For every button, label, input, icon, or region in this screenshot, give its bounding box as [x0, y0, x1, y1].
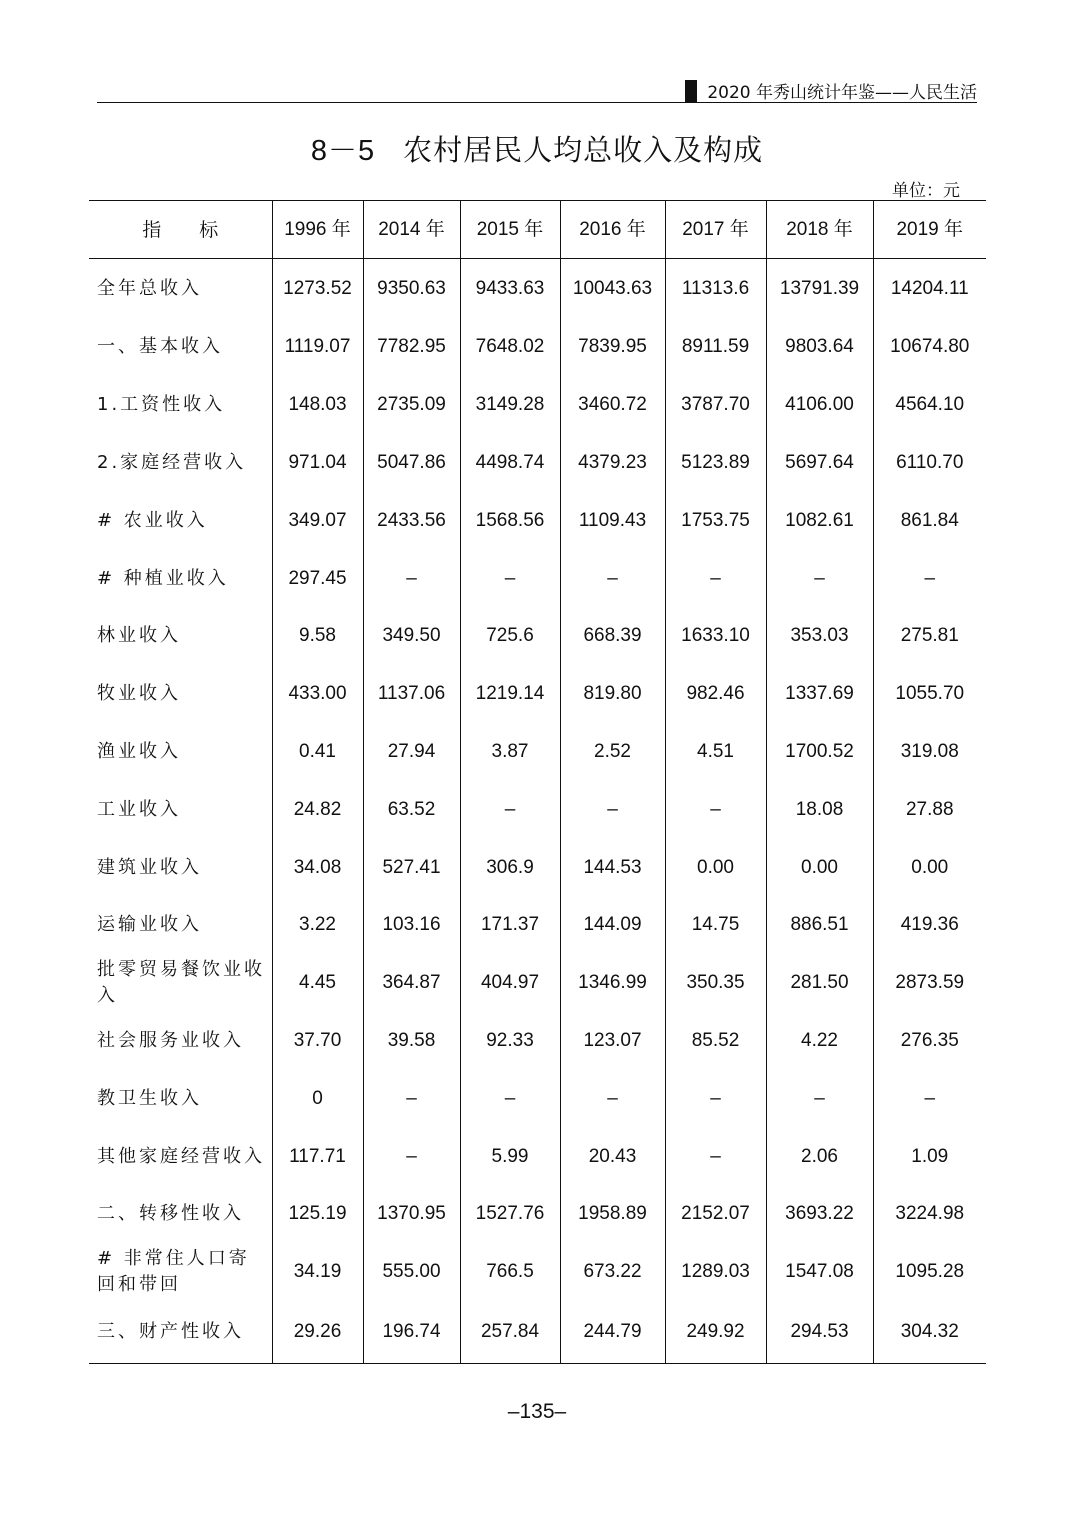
row-label: 1.工资性收入 — [97, 394, 226, 416]
value-cell: 276.35 — [873, 1012, 986, 1070]
header-row — [89, 201, 986, 259]
value-cell: 144.53 — [560, 839, 665, 897]
value-cell: 1109.43 — [560, 492, 665, 550]
page-number: –135– — [507, 1400, 567, 1423]
row-label: 牧业收入 — [97, 683, 181, 705]
value-cell: – — [560, 550, 665, 608]
value-cell: 6110.70 — [873, 434, 986, 492]
value-cell: 1119.07 — [272, 319, 363, 377]
table-row — [89, 434, 986, 492]
value-cell: 14.75 — [665, 896, 766, 954]
table-row — [89, 1301, 986, 1363]
value-cell: 668.39 — [560, 607, 665, 665]
value-cell: 3149.28 — [460, 376, 560, 434]
running-head-text: 2020 年秀山统计年鉴——人民生活 — [707, 83, 977, 103]
table-row — [89, 723, 986, 781]
value-cell: – — [363, 550, 460, 608]
value-cell: 294.53 — [766, 1301, 873, 1363]
value-cell: 1137.06 — [363, 665, 460, 723]
value-cell: 4.45 — [272, 954, 363, 1012]
value-cell: 349.07 — [272, 492, 363, 550]
value-cell: 4106.00 — [766, 376, 873, 434]
value-cell: – — [560, 781, 665, 839]
value-cell: 125.19 — [272, 1185, 363, 1243]
row-label: 社会服务业收入 — [97, 1029, 244, 1051]
value-cell: 257.84 — [460, 1301, 560, 1363]
value-cell: 350.35 — [665, 954, 766, 1012]
value-cell: 861.84 — [873, 492, 986, 550]
value-cell: 319.08 — [873, 723, 986, 781]
row-label: 教卫生收入 — [97, 1087, 202, 1109]
value-cell: 171.37 — [460, 896, 560, 954]
value-cell: 34.08 — [272, 839, 363, 897]
column-header-1996: 1996 年 — [272, 201, 363, 259]
value-cell: 275.81 — [873, 607, 986, 665]
column-header-2016: 2016 年 — [560, 201, 665, 259]
value-cell: 148.03 — [272, 376, 363, 434]
value-cell: 27.94 — [363, 723, 460, 781]
value-cell: 27.88 — [873, 781, 986, 839]
column-header-2014: 2014 年 — [363, 201, 460, 259]
value-cell: 527.41 — [363, 839, 460, 897]
value-cell: – — [560, 1070, 665, 1128]
value-cell: 9803.64 — [766, 319, 873, 377]
value-cell: 2152.07 — [665, 1185, 766, 1243]
value-cell: 144.09 — [560, 896, 665, 954]
value-cell: 85.52 — [665, 1012, 766, 1070]
value-cell: 304.32 — [873, 1301, 986, 1363]
value-cell: – — [873, 1070, 986, 1128]
running-head — [685, 78, 977, 103]
value-cell: 11313.6 — [665, 259, 766, 319]
column-header-2019: 2019 年 — [873, 201, 986, 259]
value-cell: 29.26 — [272, 1301, 363, 1363]
value-cell: 1568.56 — [460, 492, 560, 550]
value-cell: 18.08 — [766, 781, 873, 839]
value-cell: 433.00 — [272, 665, 363, 723]
value-cell: 886.51 — [766, 896, 873, 954]
value-cell: 3460.72 — [560, 376, 665, 434]
column-header-indicator: 指 标 — [89, 201, 272, 259]
value-cell: 2873.59 — [873, 954, 986, 1012]
value-cell: 0.00 — [766, 839, 873, 897]
row-label: 运输业收入 — [97, 914, 202, 936]
row-label: 渔业收入 — [97, 740, 181, 762]
value-cell: 37.70 — [272, 1012, 363, 1070]
value-cell: 39.58 — [363, 1012, 460, 1070]
value-cell: – — [363, 1070, 460, 1128]
value-cell: – — [363, 1128, 460, 1186]
value-cell: 766.5 — [460, 1243, 560, 1301]
value-cell: 982.46 — [665, 665, 766, 723]
value-cell: 364.87 — [363, 954, 460, 1012]
value-cell: 123.07 — [560, 1012, 665, 1070]
value-cell: 1273.52 — [272, 259, 363, 319]
value-cell: 3787.70 — [665, 376, 766, 434]
value-cell: 10043.63 — [560, 259, 665, 319]
row-label: 批零贸易餐饮业收入 — [97, 959, 265, 1007]
value-cell: 2433.56 — [363, 492, 460, 550]
value-cell: 2735.09 — [363, 376, 460, 434]
table-row — [89, 550, 986, 608]
value-cell: – — [665, 550, 766, 608]
value-cell: – — [665, 1128, 766, 1186]
value-cell: 7648.02 — [460, 319, 560, 377]
value-cell: 7839.95 — [560, 319, 665, 377]
value-cell: 0.00 — [665, 839, 766, 897]
value-cell: 349.50 — [363, 607, 460, 665]
value-cell: 4.22 — [766, 1012, 873, 1070]
value-cell: – — [665, 1070, 766, 1128]
value-cell: 13791.39 — [766, 259, 873, 319]
value-cell: 24.82 — [272, 781, 363, 839]
value-cell: 20.43 — [560, 1128, 665, 1186]
value-cell: 1095.28 — [873, 1243, 986, 1301]
value-cell: 92.33 — [460, 1012, 560, 1070]
value-cell: 281.50 — [766, 954, 873, 1012]
value-cell: – — [766, 1070, 873, 1128]
value-cell: 9.58 — [272, 607, 363, 665]
value-cell: 1219.14 — [460, 665, 560, 723]
column-header-2018: 2018 年 — [766, 201, 873, 259]
value-cell: 14204.11 — [873, 259, 986, 319]
value-cell: 673.22 — [560, 1243, 665, 1301]
value-cell: 1958.89 — [560, 1185, 665, 1243]
value-cell: 5047.86 — [363, 434, 460, 492]
table-title: 农村居民人均总收入及构成 — [403, 133, 764, 167]
value-cell: – — [766, 550, 873, 608]
value-cell: 1082.61 — [766, 492, 873, 550]
value-cell: 1700.52 — [766, 723, 873, 781]
value-cell: 3693.22 — [766, 1185, 873, 1243]
row-label: # 种植业收入 — [97, 567, 229, 589]
value-cell: 1.09 — [873, 1128, 986, 1186]
table-row — [89, 376, 986, 434]
value-cell: 353.03 — [766, 607, 873, 665]
value-cell: 8911.59 — [665, 319, 766, 377]
value-cell: 1055.70 — [873, 665, 986, 723]
unit-note: 单位：元 — [892, 181, 960, 201]
value-cell: 34.19 — [272, 1243, 363, 1301]
value-cell: 3.87 — [460, 723, 560, 781]
table-row — [89, 1012, 986, 1070]
value-cell: 1633.10 — [665, 607, 766, 665]
row-label: 林业收入 — [97, 625, 181, 647]
value-cell: 1753.75 — [665, 492, 766, 550]
value-cell: 419.36 — [873, 896, 986, 954]
value-cell: – — [460, 781, 560, 839]
table-row — [89, 781, 986, 839]
row-label: 一、基本收入 — [97, 336, 223, 358]
value-cell: 819.80 — [560, 665, 665, 723]
row-label: # 农业收入 — [97, 509, 208, 531]
row-label: 工业收入 — [97, 798, 181, 820]
value-cell: 1370.95 — [363, 1185, 460, 1243]
table-number: 8－5 — [310, 135, 376, 167]
value-cell: 103.16 — [363, 896, 460, 954]
value-cell: 7782.95 — [363, 319, 460, 377]
value-cell: 9433.63 — [460, 259, 560, 319]
income-table — [89, 200, 986, 1364]
value-cell: 3224.98 — [873, 1185, 986, 1243]
value-cell: 1547.08 — [766, 1243, 873, 1301]
value-cell: 0.41 — [272, 723, 363, 781]
row-label: # 非常住人口寄回和带回 — [97, 1248, 250, 1296]
column-header-2015: 2015 年 — [460, 201, 560, 259]
value-cell: 4.51 — [665, 723, 766, 781]
value-cell: 2.06 — [766, 1128, 873, 1186]
page-title — [0, 128, 1074, 169]
table-row — [89, 1243, 986, 1301]
value-cell: 404.97 — [460, 954, 560, 1012]
value-cell: 725.6 — [460, 607, 560, 665]
value-cell: 10674.80 — [873, 319, 986, 377]
value-cell: 3.22 — [272, 896, 363, 954]
value-cell: 0.00 — [873, 839, 986, 897]
value-cell: 5123.89 — [665, 434, 766, 492]
value-cell: 1337.69 — [766, 665, 873, 723]
value-cell: – — [460, 1070, 560, 1128]
table-row — [89, 607, 986, 665]
row-label: 二、转移性收入 — [97, 1203, 244, 1225]
table-row — [89, 259, 986, 319]
value-cell: 306.9 — [460, 839, 560, 897]
value-cell: 555.00 — [363, 1243, 460, 1301]
header-rule — [97, 102, 977, 103]
value-cell: 297.45 — [272, 550, 363, 608]
column-header-2017: 2017 年 — [665, 201, 766, 259]
value-cell: 4498.74 — [460, 434, 560, 492]
value-cell: 244.79 — [560, 1301, 665, 1363]
table-row — [89, 896, 986, 954]
value-cell: 4379.23 — [560, 434, 665, 492]
value-cell: 63.52 — [363, 781, 460, 839]
value-cell: 9350.63 — [363, 259, 460, 319]
table-row — [89, 665, 986, 723]
value-cell: 5.99 — [460, 1128, 560, 1186]
table-row — [89, 1128, 986, 1186]
value-cell: – — [665, 781, 766, 839]
table-row — [89, 1070, 986, 1128]
value-cell: 196.74 — [363, 1301, 460, 1363]
table-row — [89, 492, 986, 550]
value-cell: 1346.99 — [560, 954, 665, 1012]
table-row — [89, 319, 986, 377]
row-label: 全年总收入 — [97, 277, 202, 299]
row-label: 其他家庭经营收入 — [97, 1145, 265, 1167]
row-label: 建筑业收入 — [97, 856, 202, 878]
running-head-marker — [685, 80, 697, 102]
value-cell: 5697.64 — [766, 434, 873, 492]
table-row — [89, 839, 986, 897]
value-cell: 0 — [272, 1070, 363, 1128]
value-cell: – — [873, 550, 986, 608]
value-cell: 4564.10 — [873, 376, 986, 434]
value-cell: 1527.76 — [460, 1185, 560, 1243]
value-cell: 1289.03 — [665, 1243, 766, 1301]
value-cell: 2.52 — [560, 723, 665, 781]
value-cell: – — [460, 550, 560, 608]
row-label: 三、财产性收入 — [97, 1320, 244, 1342]
table-row — [89, 954, 986, 1012]
value-cell: 117.71 — [272, 1128, 363, 1186]
value-cell: 971.04 — [272, 434, 363, 492]
row-label: 2.家庭经营收入 — [97, 451, 247, 473]
table-row — [89, 1185, 986, 1243]
value-cell: 249.92 — [665, 1301, 766, 1363]
